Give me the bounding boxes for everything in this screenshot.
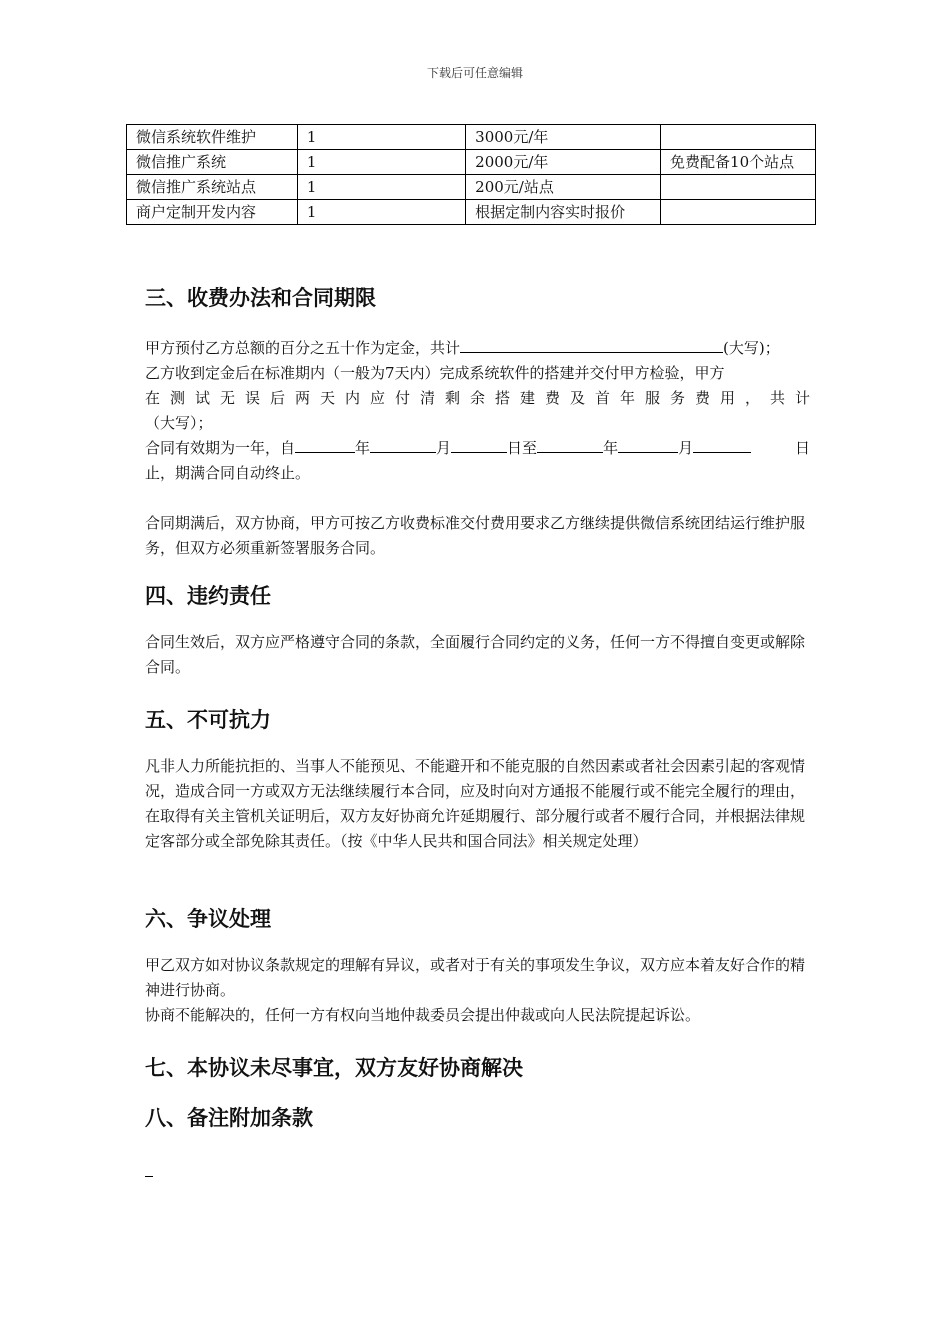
section-additional-terms	[145, 1104, 810, 1132]
section-force-majeure	[145, 706, 810, 854]
item-name-cell: 微信推广系统站点	[127, 175, 298, 200]
section-title: 七、本协议未尽事宜，双方友好协商解决	[145, 1056, 523, 1080]
section-title: 六、争议处理	[145, 907, 271, 931]
quantity-cell: 1	[297, 175, 465, 200]
remark-cell	[661, 125, 816, 150]
end-day-blank[interactable]	[693, 438, 751, 453]
section-unresolved-matters	[145, 1054, 810, 1082]
item-name-cell: 微信系统软件维护	[127, 125, 298, 150]
paragraph: 协商不能解决的，任何一方有权向当地仲裁委员会提出仲裁或向人民法院提起诉讼。	[145, 1006, 701, 1024]
table-row	[127, 125, 816, 150]
price-cell: 2000元/年	[466, 150, 661, 175]
table-row	[127, 200, 816, 225]
section-dispute-resolution	[145, 905, 810, 1028]
paragraph: 在测试无误后两天内应付清剩余搭建费及首年服务费用，共计	[145, 389, 810, 407]
day-to-label: 日至	[507, 439, 538, 457]
service-fee-table	[126, 124, 816, 225]
quantity-cell: 1	[297, 125, 465, 150]
end-month-blank[interactable]	[618, 438, 678, 453]
remark-cell	[661, 175, 816, 200]
paragraph: 甲乙双方如对协议条款规定的理解有异议，或者对于有关的事项发生争议，双方应本着友好合作的精神进行协商。	[145, 956, 806, 999]
paragraph: 乙方收到定金后在标准期内（一般为7天内）完成系统软件的搭建并交付甲方检验，甲方	[145, 364, 725, 382]
end-year-blank[interactable]	[537, 438, 603, 453]
quantity-cell: 1	[297, 200, 465, 225]
year-label: 年	[355, 439, 371, 457]
day-label: 日	[794, 439, 810, 457]
deposit-text: 甲方预付乙方总额的百分之五十作为定金，共计	[145, 339, 461, 357]
item-name-cell: 商户定制开发内容	[127, 200, 298, 225]
price-cell: 3000元/年	[466, 125, 661, 150]
paragraph: 合同生效后，双方应严格遵守合同的条款，全面履行合同约定的义务，任何一方不得擅自变更或解除合同。	[145, 633, 806, 676]
price-cell: 根据定制内容实时报价	[466, 200, 661, 225]
paragraph: 凡非人力所能抗拒的、当事人不能预见、不能避开和不能克服的自然因素或者社会因素引起的客观情况，造成合同一方或双方无法继续履行本合同，应及时向对方通报不能履行或不能完全履行的理由，在取得有关主管机关证明后，双方友好协商允许延期履行、部分履行或者不履行合同，并根据法律规定客部分或全部免除其责任。（按《中华人民共和国合同法》相关规定处理）	[145, 757, 806, 850]
start-day-blank[interactable]	[451, 438, 507, 453]
section-title: 八、备注附加条款	[145, 1106, 313, 1130]
validity-line	[145, 436, 810, 461]
price-cell: 200元/站点	[466, 175, 661, 200]
deposit-amount-blank[interactable]	[460, 338, 723, 353]
page-header: 下载后可任意编辑	[426, 66, 523, 80]
paragraph: 合同期满后，双方协商，甲方可按乙方收费标准交付费用要求乙方继续提供微信系统团结运行维护服务，但双方必须重新签署服务合同。	[145, 514, 806, 557]
table-row	[127, 150, 816, 175]
section-fees-and-term	[145, 284, 810, 561]
start-year-blank[interactable]	[295, 438, 355, 453]
section-breach-liability	[145, 582, 810, 680]
deposit-uppercase-note: (大写)；	[723, 339, 780, 357]
year-label: 年	[603, 439, 619, 457]
paragraph: 止，期满合同自动终止。	[145, 464, 311, 482]
trailing-underline	[145, 1176, 153, 1177]
item-name-cell: 微信推广系统	[127, 150, 298, 175]
section-title: 四、违约责任	[145, 584, 271, 608]
section-title: 三、收费办法和合同期限	[145, 286, 376, 310]
quantity-cell: 1	[297, 150, 465, 175]
month-label: 月	[436, 439, 452, 457]
remark-cell: 免费配备10个站点	[661, 150, 816, 175]
deposit-line	[145, 336, 810, 361]
section-title: 五、不可抗力	[145, 708, 271, 732]
start-month-blank[interactable]	[370, 438, 436, 453]
remark-cell	[661, 200, 816, 225]
table-row	[127, 175, 816, 200]
validity-text: 合同有效期为一年，自	[145, 439, 296, 457]
paragraph: （大写）；	[145, 414, 213, 432]
month-label: 月	[678, 439, 694, 457]
